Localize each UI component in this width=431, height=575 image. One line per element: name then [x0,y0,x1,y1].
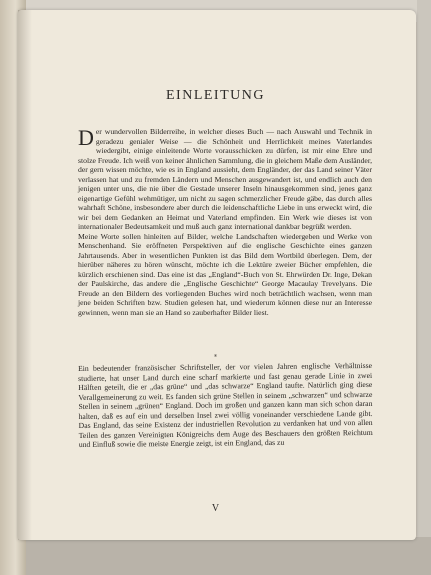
background-right [417,0,431,575]
paragraph-1-text: er wundervollen Bilderreihe, in welcher dieses Buch — nach Auswahl und Technik in geradezu genialer Weise — die Schönheit und Herrlichkeit meines Vaterlandes wiedergibt, einige einleitende Worte vorausschicken zu dürfen, ist mir eine Ehre und stolze Freude. Ich weiß von keiner ähnlichen Sammlung, die in gleichem Maße dem Ausländer, der gern wissen möchte, wie es in England aussieht, dem Engländer, der das Land seiner Väter verlassen hat und zu fremden Ländern und Menschen ausgewandert ist, und endlich auch den jenigen unter uns, die nie über die Gestade unserer Inseln hinausgekommen sind, jenes ganz eigenartige Gefühl wehmütiger, um nicht zu sagen schmerzlicher Freude gäbe, das durch alles wahrhaft Schöne, insbesondere aber durch die leidenschaftliche Liebe in uns erweckt wird, die wir bei dem Gedanken an Heimat und Vaterland empfinden. Ein Werk wie dieses ist von internationaler Bedeutsamkeit und muß auch ganz international dankbar begrüßt werden. [78,127,372,231]
paragraph-3: Ein bedeutender französischer Schriftsteller, der vor vielen Jahren englische Verhältnisse studierte, hat unser Land durch eine scharf markierte und fast genau gerade Linie in zwei Hälften geteilt, die er „das grüne“ und „das schwarze“ England taufte. Natürlich ging diese Verallgemeinerung zu weit. Es fanden sich grüne Stellen in seinem „schwarzen“ und schwarze Stellen in seinem „grünen“ England. Doch im großen und ganzen kann man sich schon daran halten, daß es auf ein und derselben Insel zwei völlig voneinander verschiedene Lande gibt. Das England, das seine Existenz der industriellen Revolution zu verdanken hat und von allen Teilen des ganzen Vereinigten Königreichs dem Auge des Beschauers den größten Reichtum und Einfluß sowie die meiste Energie zeigt, ist ein England, das zu [78,360,373,449]
section-divider: * [214,354,217,361]
paragraph-1 [78,127,372,232]
body-text-lower [78,361,373,450]
page-number: V [211,503,220,514]
body-text-upper [78,127,372,317]
table-surface [0,537,431,575]
drop-cap: D [78,125,94,150]
page-heading: EINLEITUNG [166,88,265,103]
paragraph-2: Meine Worte sollen hinleiten auf Bilder, welche Landschaften wiedergeben und Werke von Menschenhand. Sie eröffneten Perspektiven auf die englische Geschichte eines ganzen Jahrtausends. Aber in wesentlichen Punkten ist das Bild dem Wortbild überlegen. Dem, der hierüber näheres zu hören wünscht, möchte ich die Lektüre zweier Bücher empfehlen, die kürzlich erschienen sind. Das eine ist das „England“-Buch von St. Ehrwürden Dr. Inge, Dekan der Paulskirche, das andere die „Englische Geschichte“ George Macaulay Trevelyans. Die Freude an den Bildern des vorliegenden Buches wird noch beträchtlich wachsen, wenn man jene beiden Schriften bzw. Studien gelesen hat, und wiederum können diese nur an Interesse gewinnen, wenn man sie an Hand so zauberhafter Bilder liest. [78,231,372,317]
